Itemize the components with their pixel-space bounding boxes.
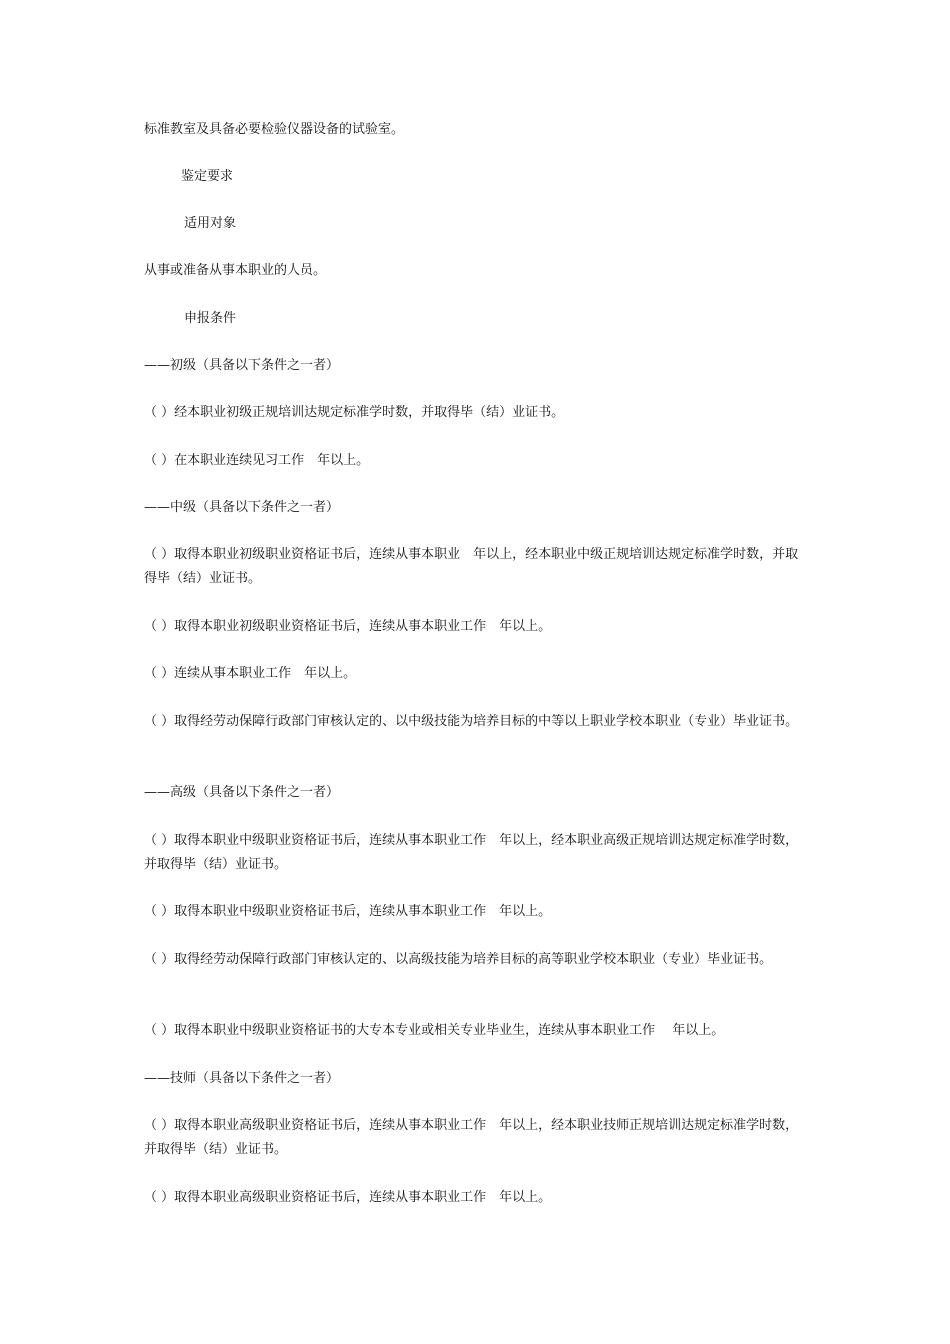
senior-condition-3: （ ）取得经劳动保障行政部门审核认定的、以高级技能为培养目标的高等职业学校本职业（专业）毕业证书。	[144, 952, 773, 967]
heading-junior-level: ——初级（具备以下条件之一者）	[144, 358, 340, 373]
technician-condition-1: （ ）取得本职业高级职业资格证书后，连续从事本职业工作 年以上，经本职业技师正规培训达规定标准学时数，并取得毕（结）业证书。	[144, 1118, 799, 1157]
paragraph-applicable-persons: 从事或准备从事本职业的人员。	[144, 263, 327, 278]
senior-condition-4: （ ）取得本职业中级职业资格证书的大专本专业或相关专业毕业生，连续从事本职业工作 年以上。	[144, 1023, 725, 1038]
senior-condition-1: （ ）取得本职业中级职业资格证书后，连续从事本职业工作 年以上，经本职业高级正规培训达规定标准学时数，并取得毕（结）业证书。	[144, 833, 799, 872]
intermediate-condition-1: （ ）取得本职业初级职业资格证书后，连续从事本职业 年以上，经本职业中级正规培训达规定标准学时数，并取得毕（结）业证书。	[144, 547, 799, 586]
heading-application-conditions: 申报条件	[184, 311, 237, 326]
paragraph-classroom-lab: 标准教室及具备必要检验仪器设备的试验室。	[144, 122, 405, 137]
intermediate-condition-3: （ ）连续从事本职业工作 年以上。	[144, 666, 357, 681]
heading-technician-level: ——技师（具备以下条件之一者）	[144, 1071, 340, 1086]
junior-condition-2: （ ）在本职业连续见习工作 年以上。	[144, 453, 370, 468]
heading-senior-level: ——高级（具备以下条件之一者）	[144, 785, 340, 800]
junior-condition-1: （ ）经本职业初级正规培训达规定标准学时数，并取得毕（结）业证书。	[144, 405, 565, 420]
heading-intermediate-level: ——中级（具备以下条件之一者）	[144, 500, 340, 515]
senior-condition-2: （ ）取得本职业中级职业资格证书后，连续从事本职业工作 年以上。	[144, 904, 552, 919]
intermediate-condition-4: （ ）取得经劳动保障行政部门审核认定的、以中级技能为培养目标的中等以上职业学校本职业（专业）毕业证书。	[144, 714, 799, 729]
intermediate-condition-2: （ ）取得本职业初级职业资格证书后，连续从事本职业工作 年以上。	[144, 619, 552, 634]
heading-appraisal-requirements: 鉴定要求	[181, 169, 234, 184]
technician-condition-2: （ ）取得本职业高级职业资格证书后，连续从事本职业工作 年以上。	[144, 1190, 552, 1205]
heading-applicable-persons: 适用对象	[184, 216, 237, 231]
